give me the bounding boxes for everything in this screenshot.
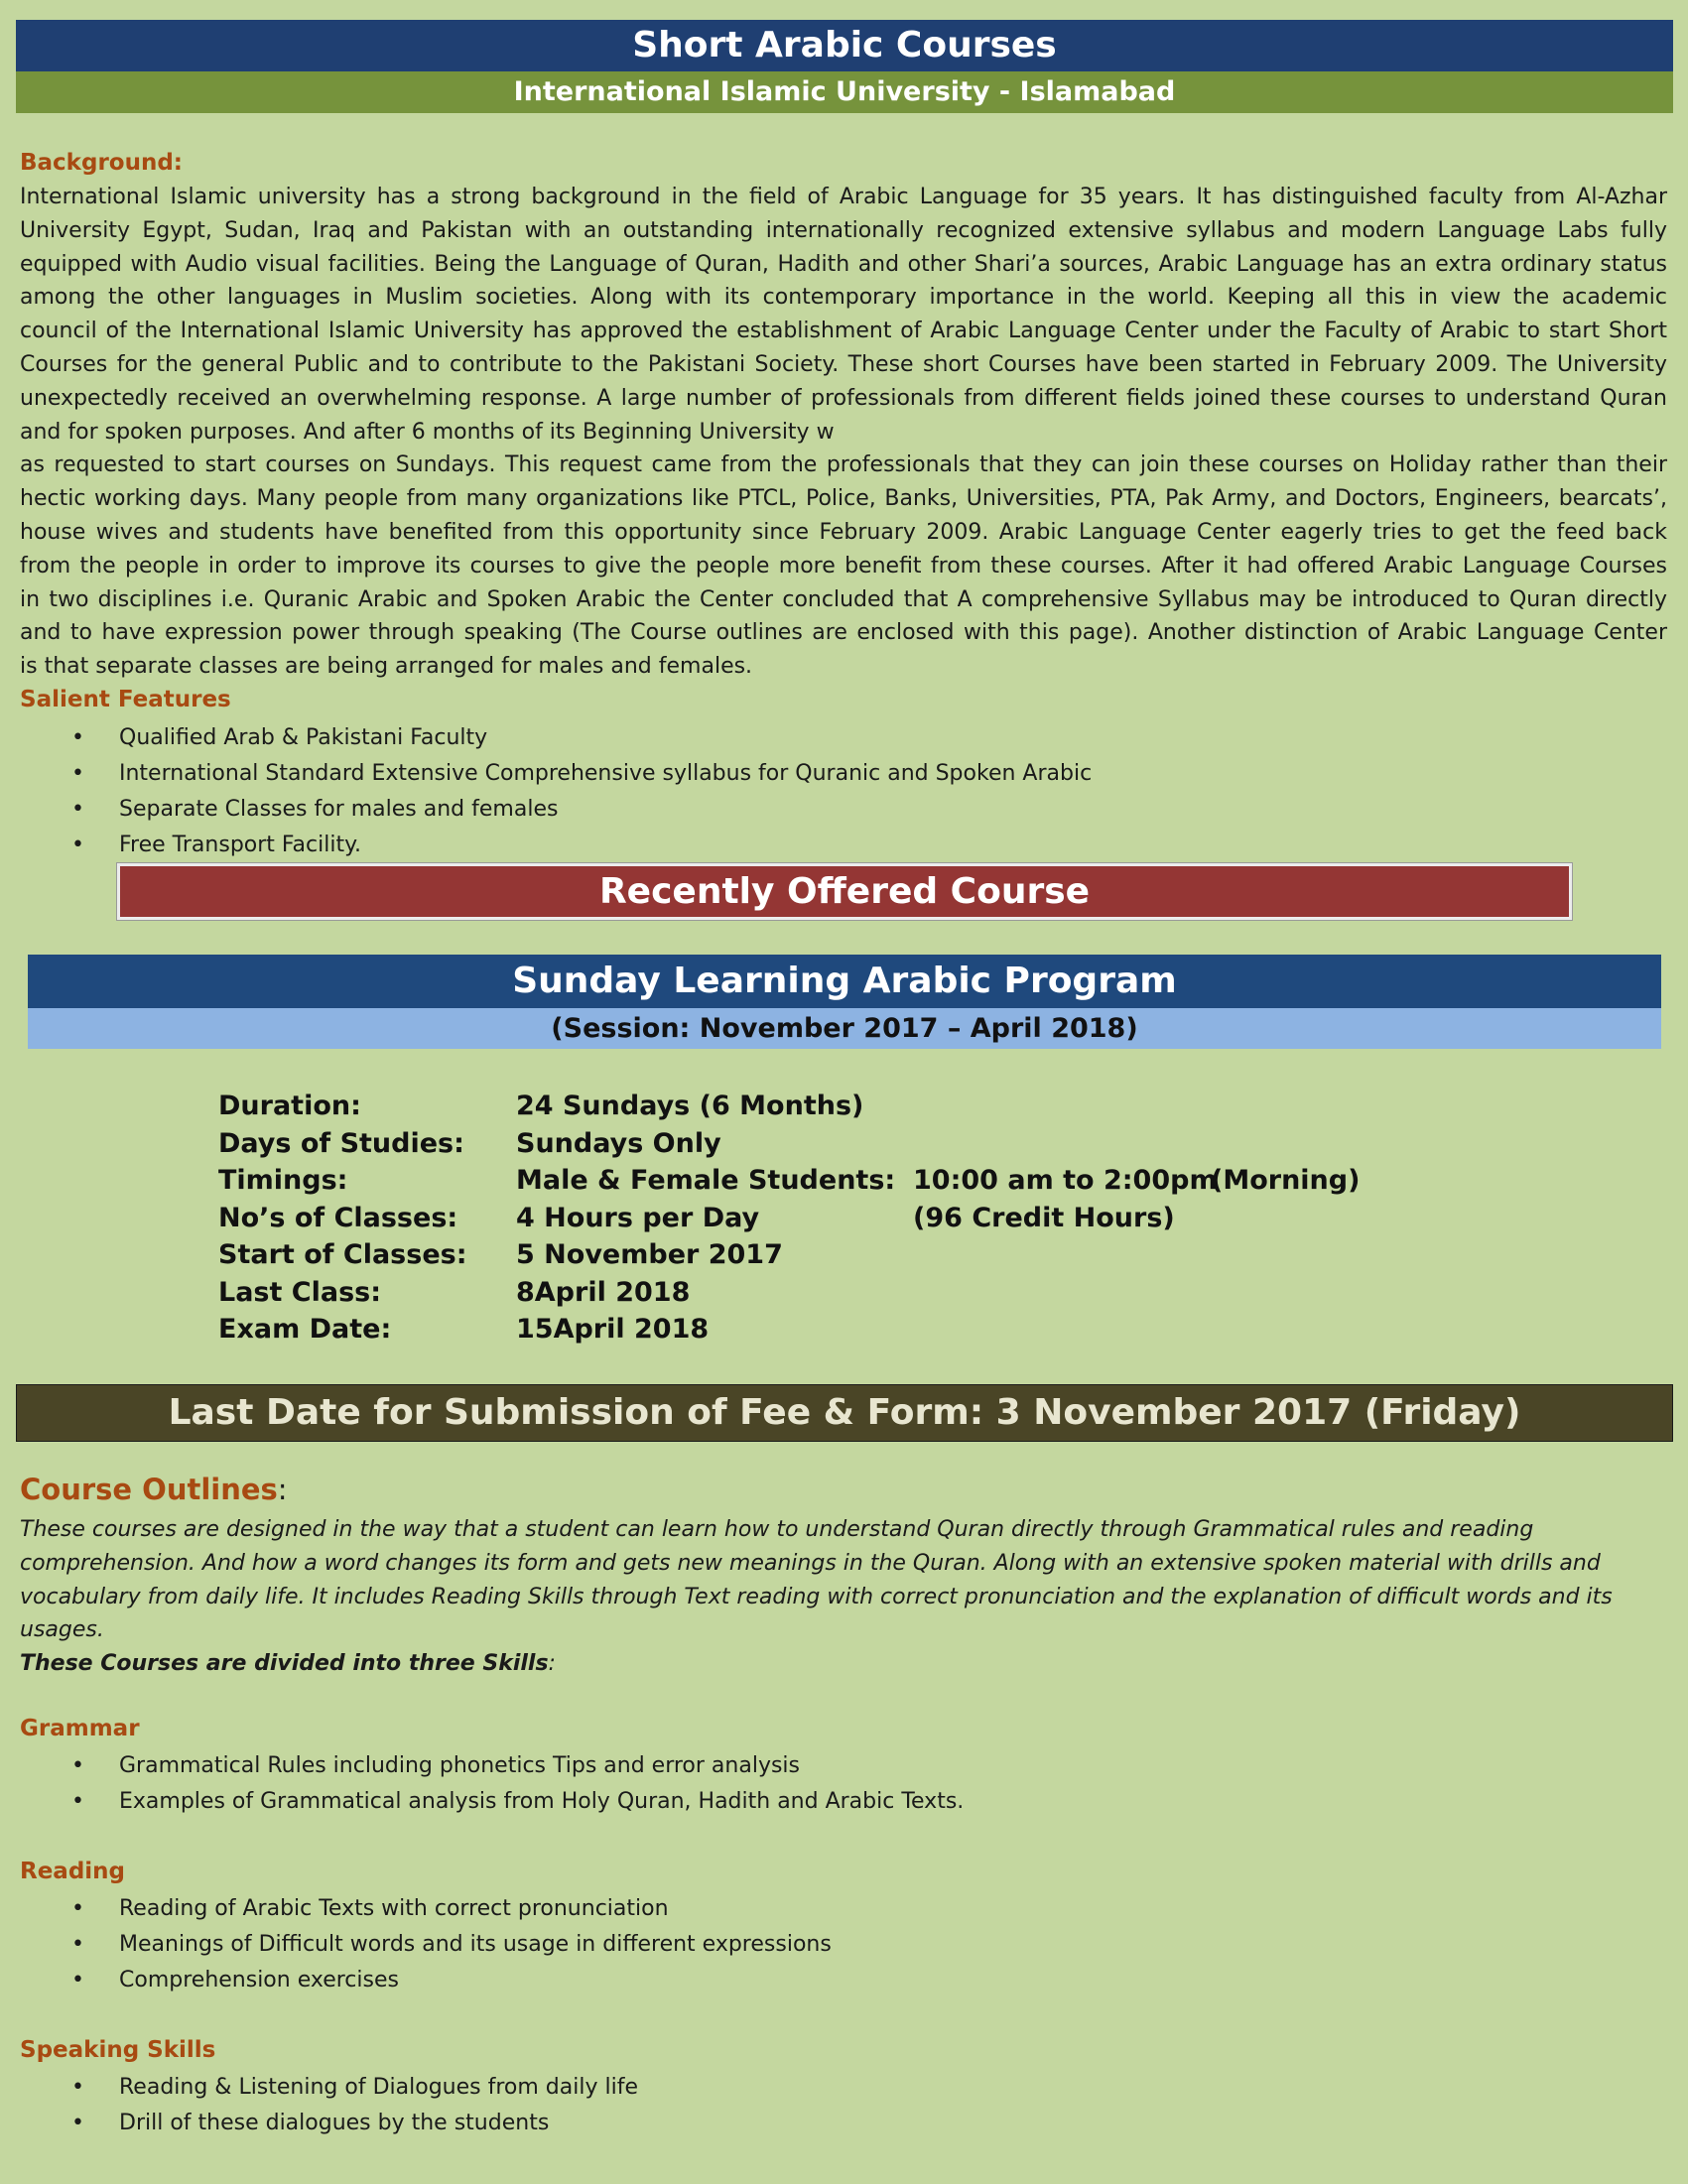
background-line: is that separate classes are being arranged for males and females. <box>20 654 753 680</box>
program-title: Sunday Learning Arabic Program <box>28 955 1661 1008</box>
detail-value: 15April 2018 <box>516 1314 710 1345</box>
background-line: from the people in order to improve its courses to give the people more benefit from these courses. After it had offered Arabic Language Courses <box>20 553 1667 578</box>
list-item-text: Reading & Listening of Dialogues from daily life <box>119 2075 638 2100</box>
detail-row-exam <box>218 1311 1409 1349</box>
detail-value: 4 Hours per Day <box>516 1202 760 1233</box>
grammar-heading: Grammar <box>20 1716 140 1741</box>
page-title: Short Arabic Courses <box>16 20 1673 71</box>
list-item <box>0 1927 832 1963</box>
detail-label: Timings: <box>218 1165 348 1196</box>
salient-features-list <box>0 720 1092 863</box>
detail-label: Start of Classes: <box>218 1239 467 1270</box>
skills-intro <box>20 1647 1647 1681</box>
background-line: equipped with Audio visual facilities. Being the Language of Quran, Hadith and other Shari’a sources, Arabic Language has an extra ordinary status <box>20 251 1667 277</box>
background-line: hectic working days. Many people from many organizations like PTCL, Police, Banks, Universities, PTA, Pak Army, and Doctors, Engineers, bearcats’, <box>20 486 1667 512</box>
bullet-icon: • <box>71 1932 84 1957</box>
detail-note: (Morning) <box>1211 1165 1361 1196</box>
program-session: (Session: November 2017 – April 2018) <box>28 1008 1661 1049</box>
bullet-icon: • <box>71 725 84 750</box>
background-line: in two disciplines i.e. Quranic Arabic and Spoken Arabic the Center concluded that A comprehensive Syllabus may be introduced to Quran directly <box>20 586 1667 612</box>
list-item <box>0 756 1092 792</box>
speaking-skills-list <box>0 2070 638 2141</box>
background-line: house wives and students have benefited from this opportunity since February 2009. Arabic Language Center eagerly tries to get the feed back <box>20 519 1667 545</box>
list-item <box>0 1748 964 1784</box>
bullet-icon: • <box>71 797 84 822</box>
detail-row-classes <box>218 1200 1409 1237</box>
list-item <box>0 2106 638 2141</box>
list-item-text: Drill of these dialogues by the students <box>119 2111 550 2135</box>
detail-row-start <box>218 1236 1409 1274</box>
list-item <box>0 1891 832 1927</box>
bullet-icon: • <box>71 1896 84 1921</box>
course-outlines-paragraph <box>20 1513 1647 1681</box>
bullet-icon: • <box>71 1789 84 1814</box>
list-item-text: Separate Classes for males and females <box>119 797 559 822</box>
list-item-text: Examples of Grammatical analysis from Holy Quran, Hadith and Arabic Texts. <box>119 1789 965 1814</box>
detail-note: (96 Credit Hours) <box>913 1202 1175 1233</box>
grammar-list <box>0 1748 964 1820</box>
list-item-text: Free Transport Facility. <box>119 833 361 857</box>
detail-label: No’s of Classes: <box>218 1202 458 1233</box>
list-item-text: Meanings of Difficult words and its usage in different expressions <box>119 1932 832 1957</box>
bullet-icon: • <box>71 2075 84 2100</box>
list-item <box>0 2070 638 2106</box>
background-line: unexpectedly received an overwhelming response. A large number of professionals from different fields joined these courses to understand Quran <box>20 385 1667 411</box>
course-outlines-title: Course Outlines <box>20 1473 278 1506</box>
background-paragraph <box>20 181 1667 684</box>
outline-line: usages. <box>20 1617 104 1643</box>
bullet-icon: • <box>71 1968 84 1992</box>
reading-list <box>0 1891 832 1998</box>
list-item <box>0 1784 964 1820</box>
list-item-text: Qualified Arab & Pakistani Faculty <box>119 725 488 750</box>
background-line: council of the International Islamic University has approved the establishment of Arabic Language Center under the Faculty of Arabic to start Short <box>20 319 1667 344</box>
detail-value: Male & Female Students: <box>516 1165 896 1196</box>
outline-line: vocabulary from daily life. It includes Reading Skills through Text reading with correct pronunciation and the explanation of difficult words and its <box>20 1584 1613 1609</box>
background-line: Courses for the general Public and to contribute to the Pakistani Society. These short Courses have been started in February 2009. The University <box>20 351 1667 377</box>
bullet-icon: • <box>71 761 84 786</box>
detail-row-duration <box>218 1088 1409 1125</box>
outline-line: These courses are designed in the way that a student can learn how to understand Quran directly through Grammatical rules and reading <box>20 1517 1534 1542</box>
program-details <box>218 1088 1409 1349</box>
detail-time: 10:00 am to 2:00pm <box>913 1165 1218 1196</box>
detail-row-days <box>218 1125 1409 1163</box>
list-item-text: Grammatical Rules including phonetics Tips and error analysis <box>119 1753 801 1778</box>
list-item <box>0 720 1092 756</box>
skills-intro-text: These Courses are divided into three Skills <box>20 1651 549 1677</box>
outline-line: comprehension. And how a word changes its form and gets new meanings in the Quran. Along with an extensive spoken material with drills and <box>20 1550 1601 1576</box>
list-item <box>0 1963 832 1998</box>
course-outlines-heading <box>20 1473 288 1506</box>
bullet-icon: • <box>71 2111 84 2135</box>
background-line: International Islamic university has a strong background in the field of Arabic Language for 35 years. It has distinguished faculty from Al-Azhar <box>20 185 1667 209</box>
detail-row-timings <box>218 1162 1409 1200</box>
salient-features-heading: Salient Features <box>20 687 231 712</box>
course-outlines-colon: : <box>277 1473 288 1506</box>
page-subtitle: International Islamic University - Islamabad <box>16 71 1673 113</box>
list-item-text: International Standard Extensive Comprehensive syllabus for Quranic and Spoken Arabic <box>119 761 1093 786</box>
deadline-banner: Last Date for Submission of Fee & Form: 3 November 2017 (Friday) <box>16 1384 1673 1442</box>
detail-value: 5 November 2017 <box>516 1239 783 1270</box>
list-item <box>0 828 1092 863</box>
detail-value: Sundays Only <box>516 1127 721 1159</box>
list-item-text: Comprehension exercises <box>119 1968 399 1992</box>
detail-value: 8April 2018 <box>516 1276 691 1308</box>
list-item <box>0 792 1092 828</box>
recently-offered-banner: Recently Offered Course <box>117 863 1572 920</box>
detail-label: Duration: <box>218 1091 361 1121</box>
list-item-text: Reading of Arabic Texts with correct pronunciation <box>119 1896 669 1921</box>
speaking-skills-heading: Speaking Skills <box>20 2037 216 2063</box>
bullet-icon: • <box>71 833 84 857</box>
background-line: as requested to start courses on Sundays. This request came from the professionals that they can join these courses on Holiday rather than their <box>20 452 1667 478</box>
detail-row-last-class <box>218 1274 1409 1312</box>
background-line: University Egypt, Sudan, Iraq and Pakistan with an outstanding internationally recognized extensive syllabus and modern Language Labs fully <box>20 217 1667 243</box>
reading-heading: Reading <box>20 1859 126 1884</box>
background-heading: Background: <box>20 150 183 176</box>
bullet-icon: • <box>71 1753 84 1778</box>
background-line: among the other languages in Muslim societies. Along with its contemporary importance in the world. Keeping all this in view the academic <box>20 285 1667 311</box>
skills-intro-colon: : <box>548 1651 556 1677</box>
detail-label: Exam Date: <box>218 1314 392 1345</box>
background-line: and for spoken purposes. And after 6 months of its Beginning University w <box>20 419 835 445</box>
detail-value: 24 Sundays (6 Months) <box>516 1091 864 1121</box>
background-line: and to have expression power through speaking (The Course outlines are enclosed with this page). Another distinction of Arabic Language Center <box>20 620 1667 646</box>
detail-label: Last Class: <box>218 1276 382 1308</box>
detail-label: Days of Studies: <box>218 1127 464 1159</box>
